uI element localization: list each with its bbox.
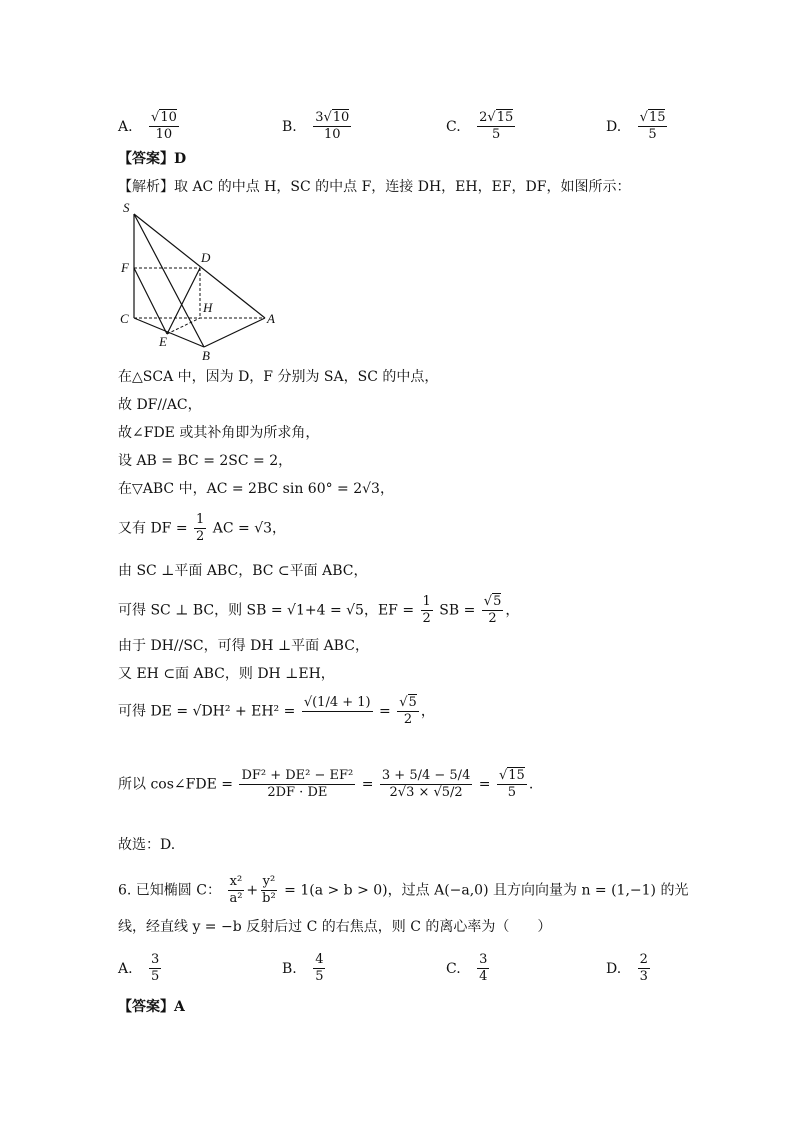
analysis-line-5: 在▽ABC 中，AC = 2BC sin 60° = 2√3， (118, 481, 394, 497)
label-s: S (123, 200, 130, 215)
geometry-figure (115, 200, 280, 365)
q6-option-c: C. $\frac{3}{4}$ (446, 952, 488, 984)
q6-option-a: A. $\frac{3}{5}$ (118, 952, 160, 984)
option-c: C. $\frac{2√15}{5}$ (446, 110, 514, 142)
label-c: C (120, 311, 129, 326)
analysis-line-10: 又 EH ⊂面 ABC，则 DH ⊥EH， (118, 666, 335, 682)
analysis-line-1: 在△SCA 中，因为 D，F 分别为 SA，SC 的中点， (118, 369, 439, 385)
label-a: A (267, 311, 275, 326)
analysis-line-2: 故 DF//AC， (118, 397, 202, 413)
option-b: B. $\frac{3√10}{10}$ (282, 110, 350, 142)
analysis-line-13: 故选：D. (118, 837, 176, 853)
analysis-intro: 【解析】取 AC 的中点 H，SC 的中点 F，连接 DH，EH，EF，DF，如图所示： (118, 179, 631, 195)
analysis-line-3: 故∠FDE 或其补角即为所求角， (118, 425, 320, 441)
label-b: B (202, 348, 210, 363)
q6-stem-line-2: 线，经直线 y = −b 反射后过 C 的右焦点，则 C 的离心率为（ ） (118, 919, 552, 935)
answer-q6: 【答案】A (118, 999, 185, 1015)
analysis-line-7: 由 SC ⊥平面 ABC，BC ⊂平面 ABC， (118, 563, 368, 579)
q6-stem-line-1: 6. 已知椭圆 C： $\frac{\text{x²}}{\text{a²}}$ + $\frac{\text{y²}}{\text{b²}}$ = 1(a > b > 0)，过点 A(−a,0) 且方向向量为 n = (1,−1) 的光 (118, 874, 689, 906)
analysis-line-11: 可得 DE = √DH² + EH² = √(1/4 + 1) = $\frac{√5}{2}$ ， (118, 695, 435, 727)
answer-q5: 【答案】D (118, 151, 187, 167)
q6-option-d: D. $\frac{2}{3}$ (606, 952, 648, 984)
analysis-line-4: 设 AB = BC = 2SC = 2， (118, 453, 293, 469)
label-h: H (203, 300, 213, 315)
analysis-line-6: 又有 DF = $\frac{1}{2}$ AC = √3， (118, 512, 287, 544)
analysis-line-9: 由于 DH//SC，可得 DH ⊥平面 ABC， (118, 638, 369, 654)
analysis-line-8: 可得 SC ⊥ BC，则 SB = √1+4 = √5，EF = $\frac{1}{2}$ SB = $\frac{√5}{2}$ ， (118, 594, 520, 626)
option-a: A. $\frac{√10}{10}$ (118, 110, 177, 142)
label-e: E (159, 334, 167, 349)
label-d: D (201, 250, 211, 265)
option-d: D. $\frac{√15}{5}$ (606, 110, 666, 142)
q6-option-b: B. $\frac{4}{5}$ (282, 952, 324, 984)
label-f: F (121, 260, 129, 275)
analysis-line-12: 所以 cos∠FDE = $\frac{\text{DF² + DE² − EF²}}{2DF \cdot DE}$ = $\frac{3 + 5/4 - 5/4}{2√3 \times √5/2}$ = $\frac{√15}{5}$ . (118, 768, 534, 800)
